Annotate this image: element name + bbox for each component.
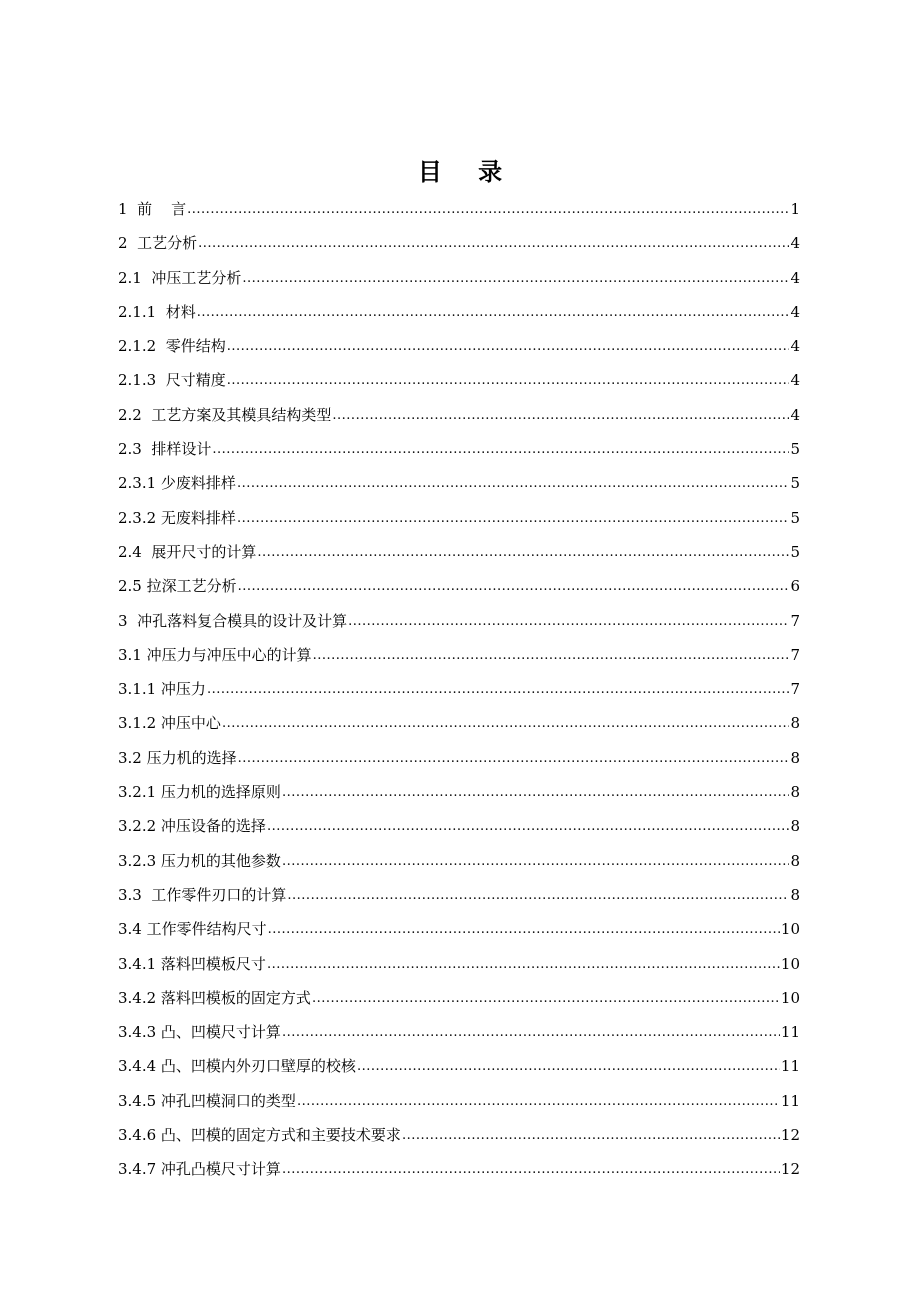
toc-entry-label: 3.2.1 压力机的选择原则	[118, 783, 281, 802]
toc-entry[interactable]	[118, 912, 800, 946]
toc-dot-leader	[187, 191, 789, 227]
toc-entry-page-number: 5	[790, 474, 800, 493]
toc-entry-label: 3.2.2 冲压设备的选择	[118, 817, 266, 836]
toc-dot-leader	[237, 465, 790, 501]
toc-dot-leader	[238, 740, 790, 776]
toc-entry-page-number: 12	[780, 1126, 800, 1145]
toc-dot-leader	[257, 534, 789, 570]
toc-entry-label: 3.4 工作零件结构尺寸	[118, 920, 267, 939]
toc-dot-leader	[268, 911, 780, 947]
toc-dot-leader	[222, 705, 790, 741]
toc-dot-leader	[237, 500, 790, 536]
toc-entry-label: 2.4 展开尺寸的计算	[118, 542, 257, 561]
toc-entry[interactable]	[118, 947, 800, 981]
toc-entry-label: 2.1 冲压工艺分析	[118, 268, 242, 287]
toc-entry[interactable]	[118, 363, 800, 397]
toc-entry-page-number: 8	[790, 851, 800, 870]
toc-entry-label: 3.1.1 冲压力	[118, 680, 206, 699]
toc-entry-label: 3.4.2 落料凹模板的固定方式	[118, 988, 311, 1007]
toc-entry-label: 3.3 工作零件刃口的计算	[118, 885, 287, 904]
toc-entry[interactable]	[118, 226, 800, 260]
toc-entry-page-number: 8	[790, 817, 800, 836]
toc-entry[interactable]	[118, 1084, 800, 1118]
toc-entry-page-number: 11	[780, 1057, 800, 1076]
toc-entry-page-number: 12	[780, 1160, 800, 1179]
toc-entry-label: 2.3 排样设计	[118, 440, 212, 459]
toc-dot-leader	[357, 1048, 780, 1084]
toc-entry-label: 2.1.1 材料	[118, 302, 196, 321]
toc-entry[interactable]	[118, 672, 800, 706]
toc-entry[interactable]	[118, 604, 800, 638]
toc-entry-page-number: 1	[790, 200, 800, 218]
toc-entry[interactable]	[118, 501, 800, 535]
toc-entry-page-number: 10	[780, 920, 800, 939]
toc-entry[interactable]	[118, 466, 800, 500]
toc-entry[interactable]	[118, 981, 800, 1015]
toc-entry-page-number: 7	[790, 611, 800, 630]
toc-entry-label: 2 工艺分析	[118, 234, 198, 253]
toc-entry[interactable]	[118, 1015, 800, 1049]
toc-entry-page-number: 5	[790, 542, 800, 561]
toc-entry-page-number: 4	[790, 234, 800, 253]
toc-entry[interactable]	[118, 261, 800, 295]
toc-entry-label: 3.2.3 压力机的其他参数	[118, 851, 281, 870]
toc-entry-page-number: 4	[790, 337, 800, 356]
toc-entry[interactable]	[118, 432, 800, 466]
toc-dot-leader	[282, 774, 790, 810]
toc-entry-page-number: 4	[790, 302, 800, 321]
toc-entry-label: 3.4.3 凸、凹模尺寸计算	[118, 1023, 281, 1042]
toc-entry[interactable]	[118, 1118, 800, 1152]
toc-entry-page-number: 8	[790, 748, 800, 767]
toc-dot-leader	[267, 946, 780, 982]
toc-entry[interactable]	[118, 741, 800, 775]
toc-dot-leader	[212, 431, 789, 467]
toc-entry-page-number: 8	[790, 783, 800, 802]
toc-entry-page-number: 7	[790, 680, 800, 699]
toc-entry-label: 3.4.5 冲孔凹模洞口的类型	[118, 1091, 296, 1110]
toc-list	[118, 192, 800, 1187]
toc-entry-label: 2.3.2 无废料排样	[118, 508, 236, 527]
toc-entry[interactable]	[118, 192, 800, 226]
toc-entry[interactable]	[118, 878, 800, 912]
toc-entry-label: 3.4.1 落料凹模板尺寸	[118, 954, 266, 973]
toc-entry-label: 3.2 压力机的选择	[118, 748, 237, 767]
toc-dot-leader	[227, 328, 790, 364]
toc-entry-page-number: 8	[790, 714, 800, 733]
toc-dot-leader	[242, 260, 789, 296]
toc-dot-leader	[282, 1014, 780, 1050]
toc-entry-label: 1 前 言	[118, 200, 187, 218]
toc-entry-page-number: 11	[780, 1023, 800, 1042]
toc-entry-page-number: 5	[790, 508, 800, 527]
toc-dot-leader	[313, 637, 790, 673]
toc-entry-label: 2.2 工艺方案及其模具结构类型	[118, 405, 332, 424]
toc-dot-leader	[402, 1117, 780, 1153]
toc-dot-leader	[197, 294, 790, 330]
toc-entry[interactable]	[118, 706, 800, 740]
toc-dot-leader	[282, 843, 790, 879]
toc-dot-leader	[227, 362, 790, 398]
toc-entry-label: 3.1 冲压力与冲压中心的计算	[118, 645, 312, 664]
toc-dot-leader	[238, 568, 790, 604]
toc-entry[interactable]	[118, 569, 800, 603]
toc-dot-leader	[348, 603, 789, 639]
toc-entry[interactable]	[118, 775, 800, 809]
toc-entry[interactable]	[118, 398, 800, 432]
toc-entry[interactable]	[118, 844, 800, 878]
toc-entry[interactable]	[118, 1049, 800, 1083]
toc-dot-leader	[267, 808, 790, 844]
toc-entry-page-number: 10	[780, 954, 800, 973]
toc-entry-label: 3 冲孔落料复合模具的设计及计算	[118, 611, 348, 630]
toc-dot-leader	[297, 1083, 780, 1119]
toc-dot-leader	[312, 980, 780, 1016]
toc-dot-leader	[207, 671, 790, 707]
toc-dot-leader	[287, 877, 789, 913]
toc-entry-label: 3.4.4 凸、凹模内外刃口壁厚的校核	[118, 1057, 356, 1076]
toc-entry-page-number: 4	[790, 371, 800, 390]
toc-dot-leader	[332, 397, 789, 433]
toc-entry-label: 2.5 拉深工艺分析	[118, 577, 237, 596]
toc-entry-page-number: 4	[790, 405, 800, 424]
toc-entry-label: 2.1.2 零件结构	[118, 337, 226, 356]
toc-entry-page-number: 5	[790, 440, 800, 459]
toc-dot-leader	[282, 1151, 780, 1187]
toc-entry-page-number: 11	[780, 1091, 800, 1110]
toc-entry-label: 3.4.7 冲孔凸模尺寸计算	[118, 1160, 281, 1179]
toc-entry-label: 2.3.1 少废料排样	[118, 474, 236, 493]
toc-entry-label: 3.4.6 凸、凹模的固定方式和主要技术要求	[118, 1126, 401, 1145]
toc-entry-page-number: 4	[790, 268, 800, 287]
toc-dot-leader	[198, 225, 789, 261]
toc-entry[interactable]	[118, 329, 800, 363]
toc-title: 目 录	[417, 158, 517, 186]
toc-entry-label: 2.1.3 尺寸精度	[118, 371, 226, 390]
toc-entry-label: 3.1.2 冲压中心	[118, 714, 221, 733]
toc-entry[interactable]	[118, 638, 800, 672]
toc-entry[interactable]	[118, 295, 800, 329]
toc-entry-page-number: 10	[780, 988, 800, 1007]
toc-entry[interactable]	[118, 809, 800, 843]
toc-entry-page-number: 8	[790, 885, 800, 904]
toc-entry-page-number: 7	[790, 645, 800, 664]
toc-entry[interactable]	[118, 535, 800, 569]
toc-entry[interactable]	[118, 1152, 800, 1186]
toc-entry-page-number: 6	[790, 577, 800, 596]
